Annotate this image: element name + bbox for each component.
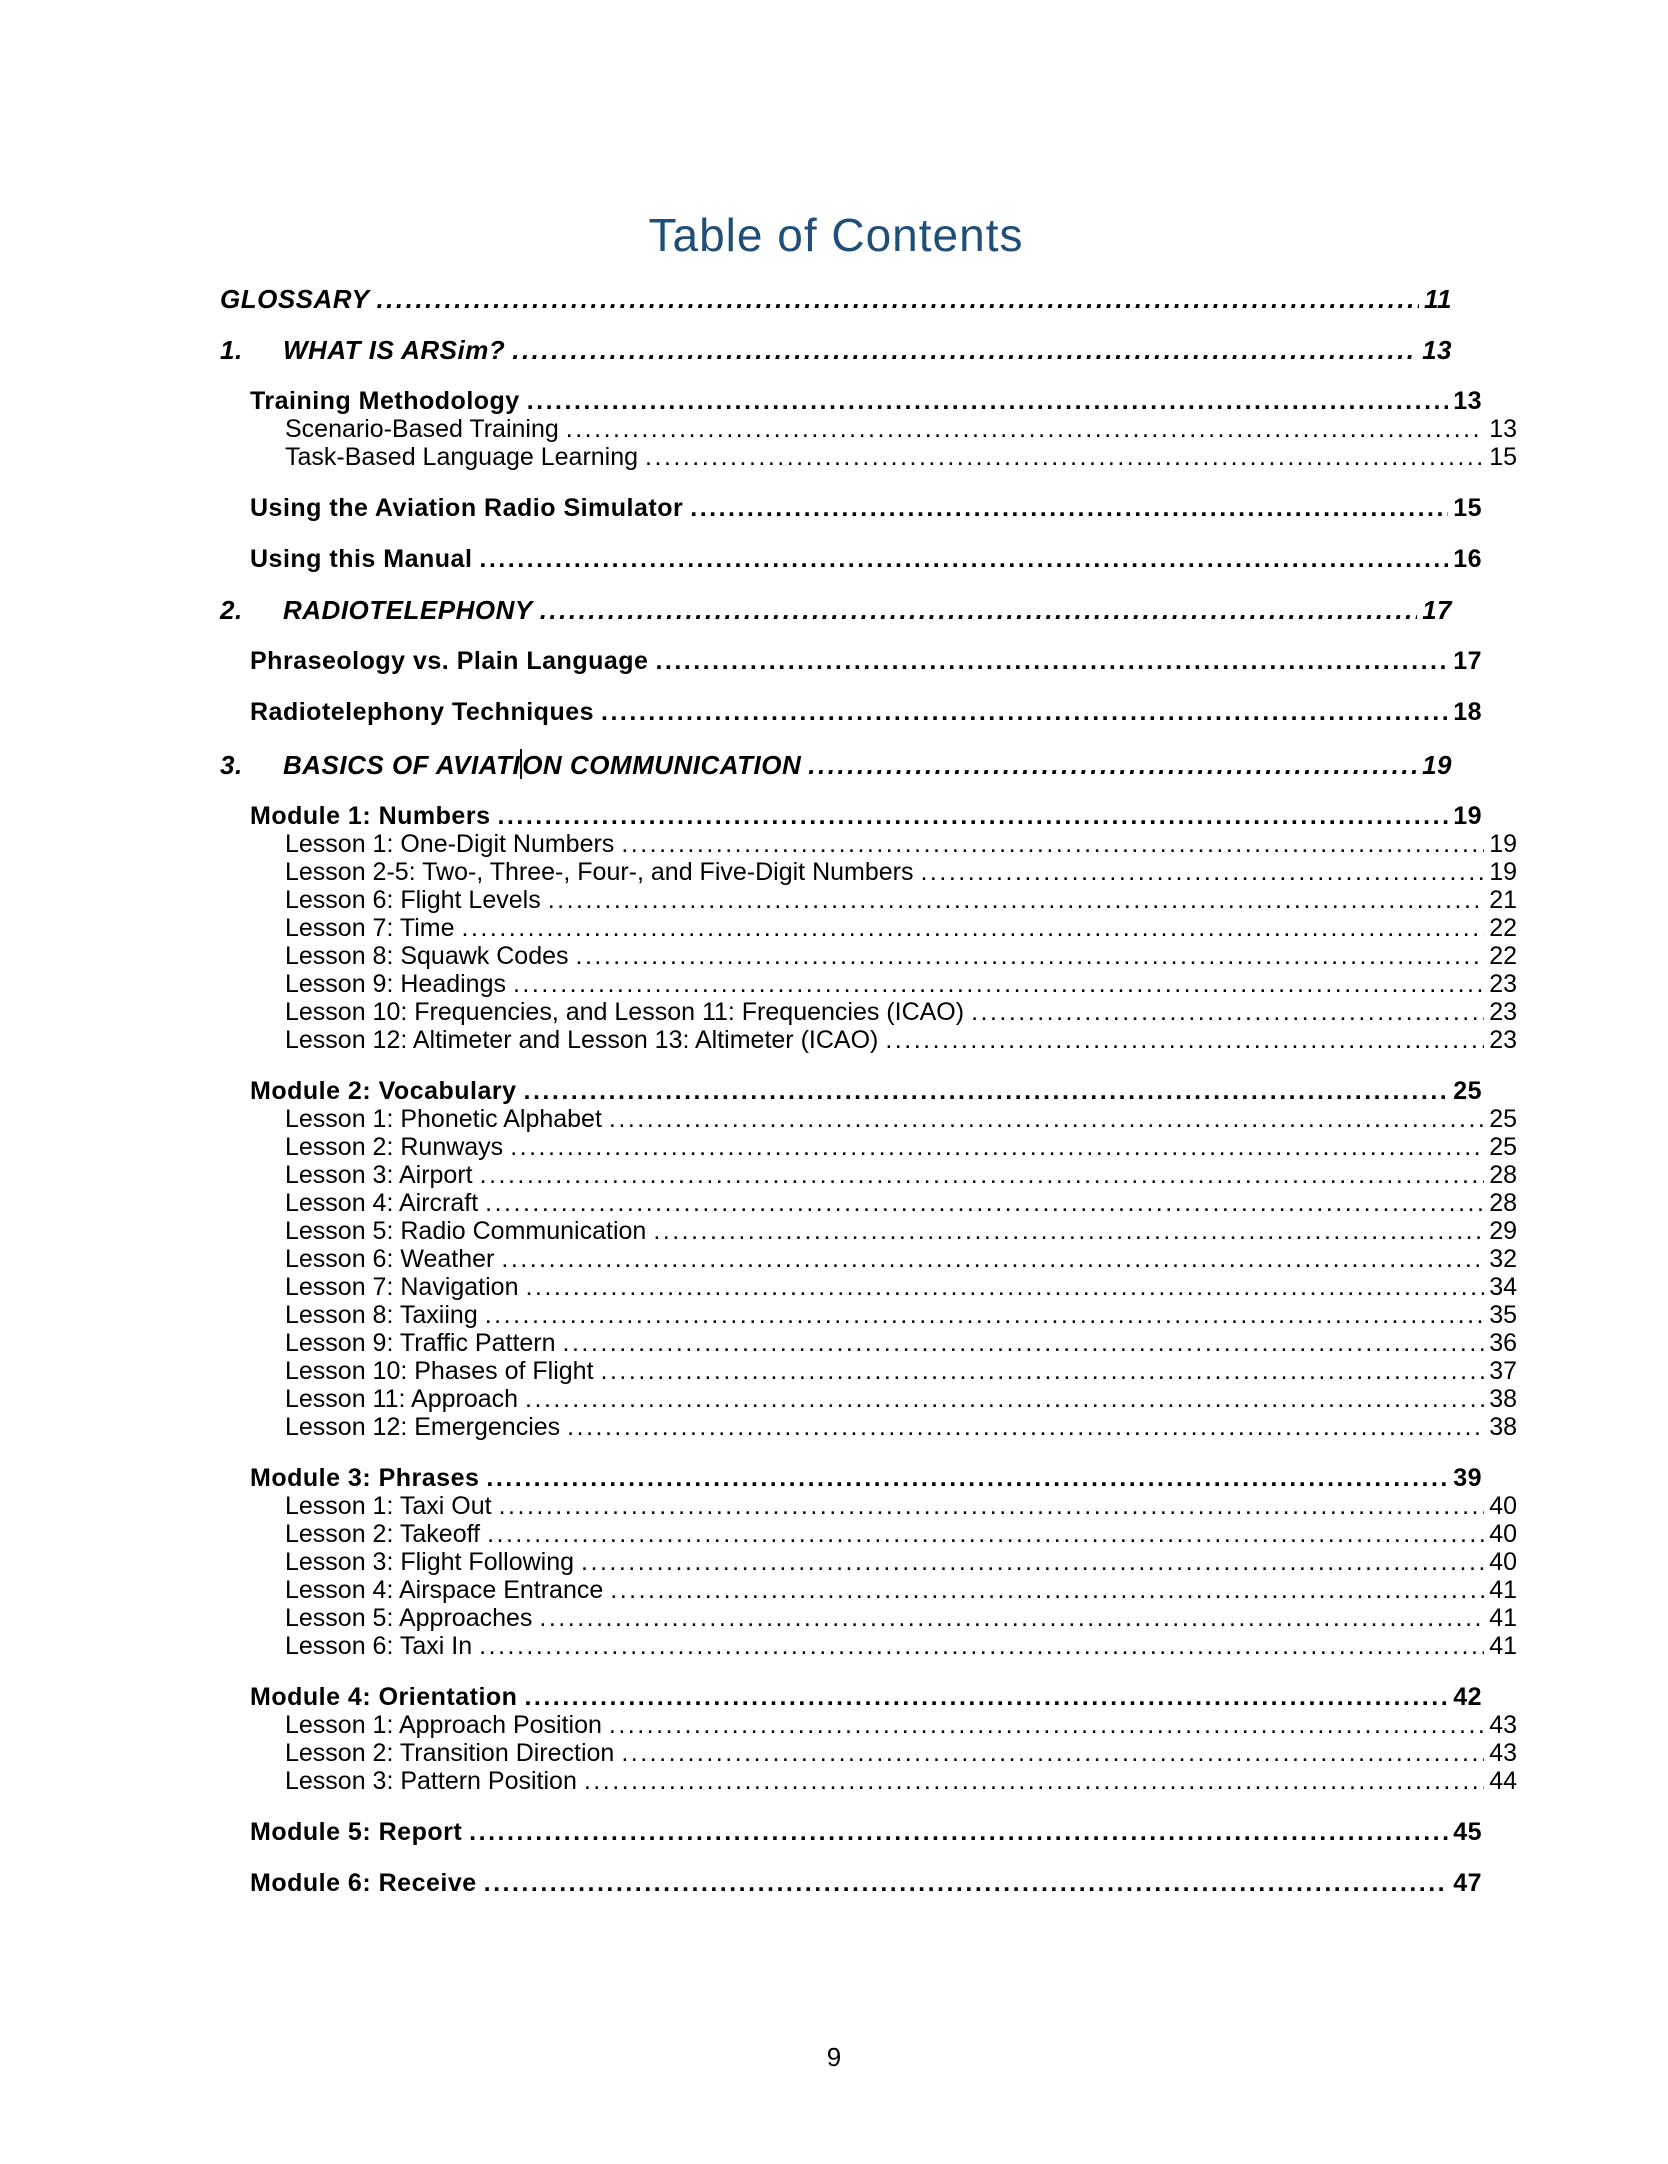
toc-leader-dots	[484, 1869, 1449, 1897]
toc-entry-number: 3.	[220, 750, 243, 780]
toc-leader-dots	[601, 1357, 1485, 1385]
toc-entry-45[interactable]	[220, 1869, 1482, 1897]
toc-entry-39[interactable]	[220, 1632, 1517, 1660]
toc-entry-label: Lesson 12: Emergencies	[285, 1413, 561, 1441]
toc-entry-label: Lesson 7: Time	[285, 914, 455, 942]
toc-entry-label: Lesson 2: Runways	[285, 1133, 504, 1161]
toc-entry-label: Scenario-Based Training	[285, 415, 559, 443]
toc-entry-38[interactable]	[220, 1604, 1517, 1632]
toc-entry-label: Module 6: Receive	[250, 1869, 477, 1897]
toc-entry-page: 11	[1424, 284, 1452, 314]
toc-entry-21[interactable]	[220, 1105, 1517, 1133]
toc-entry-page: 34	[1489, 1273, 1517, 1301]
toc-entry-label: Lesson 2-5: Two-, Three-, Four-, and Five-Digit Numbers	[285, 858, 914, 886]
toc-entry-label: Module 2: Vocabulary	[250, 1077, 517, 1105]
toc-entry-page: 23	[1489, 1026, 1517, 1054]
toc-leader-dots	[808, 751, 1417, 779]
toc-leader-dots	[486, 1464, 1448, 1492]
toc-entry-page: 37	[1489, 1357, 1517, 1385]
toc-entry-label: Lesson 11: Approach	[285, 1385, 519, 1413]
toc-entry-15[interactable]	[220, 914, 1517, 942]
toc-entry-page: 41	[1489, 1576, 1517, 1604]
toc-entry-label: Lesson 5: Radio Communication	[285, 1217, 647, 1245]
toc-entry-label: Using the Aviation Radio Simulator	[250, 494, 684, 522]
toc-entry-page: 38	[1489, 1413, 1517, 1441]
toc-leader-dots	[499, 1492, 1485, 1520]
toc-entry-label: Lesson 4: Airspace Entrance	[285, 1576, 604, 1604]
toc-entry-page: 23	[1489, 998, 1517, 1026]
toc-entry-label: Lesson 6: Weather	[285, 1245, 495, 1273]
toc-entry-33[interactable]	[220, 1464, 1482, 1492]
toc-entry-label: Lesson 6: Flight Levels	[285, 886, 541, 914]
toc-entry-28[interactable]	[220, 1301, 1517, 1329]
toc-entry-2[interactable]	[220, 387, 1482, 415]
toc-entry-label: Radiotelephony Techniques	[250, 698, 595, 726]
toc-entry-16[interactable]	[220, 942, 1517, 970]
toc-leader-dots	[497, 802, 1448, 830]
toc-entry-page: 25	[1489, 1105, 1517, 1133]
toc-entry-8[interactable]	[220, 647, 1482, 675]
toc-entry-label: Training Methodology	[250, 387, 520, 415]
toc-entry-20[interactable]	[220, 1077, 1482, 1105]
toc-entry-page: 16	[1453, 545, 1482, 573]
text-cursor	[520, 749, 522, 779]
toc-entry-page: 15	[1453, 494, 1482, 522]
toc-entry-0[interactable]	[220, 285, 1452, 313]
toc-entry-page: 19	[1453, 802, 1482, 830]
toc-leader-dots	[653, 1217, 1484, 1245]
toc-entry-page: 44	[1489, 1767, 1517, 1795]
toc-entry-page: 39	[1453, 1464, 1482, 1492]
toc-entry-page: 21	[1489, 886, 1517, 914]
toc-entry-35[interactable]	[220, 1520, 1517, 1548]
toc-entry-label: Lesson 3: Airport	[285, 1161, 473, 1189]
toc-entry-label: Lesson 2: Transition Direction	[285, 1739, 615, 1767]
toc-entry-17[interactable]	[220, 970, 1517, 998]
toc-entry-40[interactable]	[220, 1683, 1482, 1711]
toc-entry-label: Phraseology vs. Plain Language	[250, 647, 649, 675]
toc-entry-label: BASICS OF AVIATION COMMUNICATION	[283, 750, 802, 780]
toc-entry-page: 40	[1489, 1492, 1517, 1520]
toc-entry-label: Lesson 8: Squawk Codes	[285, 942, 569, 970]
toc-entry-36[interactable]	[220, 1548, 1517, 1576]
toc-entry-29[interactable]	[220, 1329, 1517, 1357]
toc-leader-dots	[525, 1273, 1484, 1301]
toc-entry-label: Lesson 1: Approach Position	[285, 1711, 602, 1739]
toc-entry-page: 40	[1489, 1548, 1517, 1576]
toc-leader-dots	[469, 1818, 1448, 1846]
toc-entry-label: Task-Based Language Learning	[285, 443, 639, 471]
toc-entry-37[interactable]	[220, 1576, 1517, 1604]
toc-entry-label: GLOSSARY	[220, 284, 370, 314]
toc-leader-dots	[971, 998, 1484, 1026]
toc-entry-10[interactable]	[220, 749, 1452, 779]
toc-entry-41[interactable]	[220, 1711, 1517, 1739]
toc-entry-label: RADIOTELEPHONY	[283, 595, 533, 625]
toc-entry-label: Lesson 9: Headings	[285, 970, 506, 998]
toc-entry-44[interactable]	[220, 1818, 1482, 1846]
toc-entry-1[interactable]	[220, 336, 1452, 364]
toc-leader-dots	[525, 1385, 1484, 1413]
toc-entry-page: 41	[1489, 1632, 1517, 1660]
toc-leader-dots	[576, 942, 1485, 970]
toc-entry-label: Module 5: Report	[250, 1818, 463, 1846]
toc-entry-page: 42	[1453, 1683, 1482, 1711]
toc-leader-dots	[645, 443, 1484, 471]
toc-entry-number: 2.	[220, 595, 243, 625]
toc-leader-dots	[621, 1739, 1484, 1767]
toc-entry-page: 45	[1453, 1818, 1482, 1846]
toc-entry-label: Lesson 9: Traffic Pattern	[285, 1329, 556, 1357]
toc-entry-page: 25	[1453, 1077, 1482, 1105]
toc-leader-dots	[487, 1520, 1484, 1548]
toc-leader-dots	[510, 1133, 1484, 1161]
toc-entry-label: WHAT IS ARSim?	[283, 335, 506, 365]
toc-entry-label: Lesson 6: Taxi In	[285, 1632, 473, 1660]
toc-entry-19[interactable]	[220, 1026, 1517, 1054]
toc-entry-page: 41	[1489, 1604, 1517, 1632]
toc-entry-18[interactable]	[220, 998, 1517, 1026]
toc-leader-dots	[462, 914, 1485, 942]
footer-page-number: 9	[826, 2042, 842, 2072]
toc-entry-30[interactable]	[220, 1357, 1517, 1385]
toc-leader-dots	[524, 1683, 1448, 1711]
toc-entry-31[interactable]	[220, 1385, 1517, 1413]
toc-leader-dots	[690, 494, 1448, 522]
toc-entry-page: 36	[1489, 1329, 1517, 1357]
toc-leader-dots	[540, 596, 1417, 624]
toc-leader-dots	[548, 886, 1484, 914]
toc-entry-24[interactable]	[220, 1189, 1517, 1217]
toc-entry-page: 22	[1489, 914, 1517, 942]
toc-leader-dots	[485, 1301, 1484, 1329]
toc-entry-4[interactable]	[220, 443, 1517, 471]
toc-entry-page: 47	[1453, 1869, 1482, 1897]
toc-leader-dots	[513, 970, 1484, 998]
toc-entry-page: 18	[1453, 698, 1482, 726]
toc-leader-dots	[567, 1413, 1484, 1441]
toc-entry-label: Lesson 4: Aircraft	[285, 1189, 479, 1217]
toc-entry-page: 15	[1489, 443, 1517, 471]
toc-leader-dots	[501, 1245, 1484, 1273]
toc-entry-page: 13	[1453, 387, 1482, 415]
toc-entry-page: 29	[1489, 1217, 1517, 1245]
toc-entry-42[interactable]	[220, 1739, 1517, 1767]
toc-entry-label: Lesson 2: Takeoff	[285, 1520, 481, 1548]
toc-leader-dots	[563, 1329, 1485, 1357]
toc-entry-page: 23	[1489, 970, 1517, 998]
toc-entry-7[interactable]	[220, 596, 1452, 624]
toc-entry-11[interactable]	[220, 802, 1482, 830]
toc-leader-dots	[920, 858, 1484, 886]
toc-entry-page: 22	[1489, 942, 1517, 970]
toc-entry-label: Lesson 1: Taxi Out	[285, 1492, 492, 1520]
page-title: Table of Contents	[648, 209, 1024, 261]
toc-entry-page: 43	[1489, 1711, 1517, 1739]
toc-entry-22[interactable]	[220, 1133, 1517, 1161]
toc-leader-dots	[601, 698, 1448, 726]
toc-entry-3[interactable]	[220, 415, 1517, 443]
toc-entry-label: Using this Manual	[250, 545, 473, 573]
toc-entry-34[interactable]	[220, 1492, 1517, 1520]
toc-entry-page: 13	[1489, 415, 1517, 443]
toc-leader-dots	[479, 545, 1448, 573]
toc-entry-12[interactable]	[220, 830, 1517, 858]
toc-leader-dots	[610, 1576, 1484, 1604]
toc-leader-dots	[655, 647, 1448, 675]
toc-entry-page: 32	[1489, 1245, 1517, 1273]
toc-leader-dots	[581, 1548, 1484, 1576]
toc-entry-5[interactable]	[220, 494, 1482, 522]
toc-entry-label: Lesson 10: Phases of Flight	[285, 1357, 594, 1385]
toc-entry-label: Lesson 1: Phonetic Alphabet	[285, 1105, 602, 1133]
toc-entry-page: 13	[1422, 335, 1452, 365]
toc-leader-dots	[512, 336, 1417, 364]
toc-entry-6[interactable]	[220, 545, 1482, 573]
toc-entry-label: Lesson 12: Altimeter and Lesson 13: Altimeter (ICAO)	[285, 1026, 879, 1054]
toc-leader-dots	[584, 1767, 1484, 1795]
toc-entry-label: Lesson 10: Frequencies, and Lesson 11: Frequencies (ICAO)	[285, 998, 965, 1026]
toc-entry-label: Lesson 5: Approaches	[285, 1604, 533, 1632]
toc-entry-label: Module 3: Phrases	[250, 1464, 480, 1492]
toc-entry-label: Lesson 8: Taxiing	[285, 1301, 478, 1329]
toc-leader-dots	[609, 1105, 1484, 1133]
toc-entry-label: Lesson 3: Pattern Position	[285, 1767, 577, 1795]
toc-leader-dots	[480, 1161, 1485, 1189]
toc-entry-23[interactable]	[220, 1161, 1517, 1189]
document-page-content	[220, 208, 1517, 1897]
toc-entry-25[interactable]	[220, 1217, 1517, 1245]
toc-leader-dots	[527, 387, 1448, 415]
toc-leader-dots	[621, 830, 1484, 858]
toc-entry-26[interactable]	[220, 1245, 1517, 1273]
toc-entry-number: 1.	[220, 335, 243, 365]
toc-entry-13[interactable]	[220, 858, 1517, 886]
toc-entry-page: 43	[1489, 1739, 1517, 1767]
toc-entry-43[interactable]	[220, 1767, 1517, 1795]
toc-entry-page: 40	[1489, 1520, 1517, 1548]
toc-entry-label: Module 1: Numbers	[250, 802, 491, 830]
toc-entry-label: Module 4: Orientation	[250, 1683, 518, 1711]
toc-leader-dots	[566, 415, 1484, 443]
toc-entry-9[interactable]	[220, 698, 1482, 726]
toc-entry-label: Lesson 3: Flight Following	[285, 1548, 575, 1576]
toc-leader-dots	[885, 1026, 1484, 1054]
toc-leader-dots	[479, 1632, 1484, 1660]
toc-entry-32[interactable]	[220, 1413, 1517, 1441]
toc-leader-dots	[539, 1604, 1484, 1632]
toc-entry-page: 17	[1422, 595, 1452, 625]
toc-entry-page: 19	[1422, 750, 1452, 780]
toc-entry-page: 35	[1489, 1301, 1517, 1329]
toc-leader-dots	[376, 285, 1419, 313]
toc-entry-label: Lesson 7: Navigation	[285, 1273, 519, 1301]
toc-leader-dots	[609, 1711, 1484, 1739]
toc-entry-page: 19	[1489, 858, 1517, 886]
toc-entry-page: 25	[1489, 1133, 1517, 1161]
toc-entry-page: 17	[1453, 647, 1482, 675]
toc-entry-page: 28	[1489, 1189, 1517, 1217]
toc-leader-dots	[524, 1077, 1449, 1105]
toc-entry-page: 19	[1489, 830, 1517, 858]
toc-entry-page: 28	[1489, 1161, 1517, 1189]
toc-entry-label: Lesson 1: One-Digit Numbers	[285, 830, 615, 858]
toc-entry-page: 38	[1489, 1385, 1517, 1413]
toc-leader-dots	[485, 1189, 1484, 1217]
toc-entry-14[interactable]	[220, 886, 1517, 914]
table-of-contents	[220, 284, 1517, 1897]
toc-entry-27[interactable]	[220, 1273, 1517, 1301]
